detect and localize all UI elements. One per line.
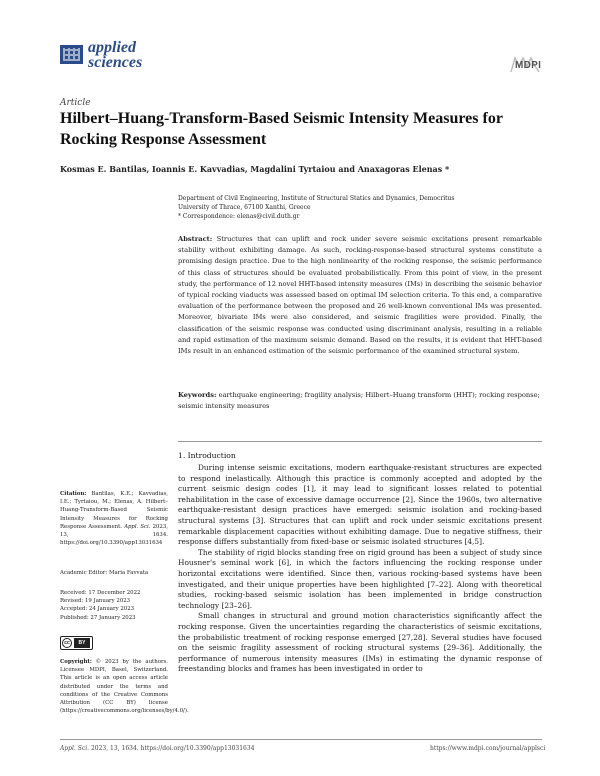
article-type: Article xyxy=(60,98,91,108)
published-date: Published: 27 January 2023 xyxy=(60,614,136,621)
publisher-name[interactable]: MDPI xyxy=(515,60,542,71)
footer-doi-link[interactable]: 2023, 13, 1634. https://doi.org/10.3390/app13031634 xyxy=(90,745,255,752)
received-date: Received: 17 December 2022 xyxy=(60,590,141,596)
paragraph: The stability of rigid blocks standing free on rigid ground has been a subject of study since Housner's seminal work [6], in which the factors influencing the rocking response under horizontal excitations were identified. Since then, various rocking-based systems have been investigated, and their unique properties have been highlighted [7–22]. Along with theoretical studies, rocking-based seismic isolation has been implemented in bridge construction technology [23–26]. xyxy=(178,547,542,610)
copyright-block xyxy=(60,658,189,715)
journal-name-line2: sciences xyxy=(88,54,143,71)
citation-journal: Appl. Sci. xyxy=(124,523,151,530)
footer-citation xyxy=(60,745,255,752)
journal-name-line1: applied xyxy=(88,39,136,56)
by-icon: BY xyxy=(74,638,90,648)
accepted-date: Accepted: 24 January 2023 xyxy=(60,606,135,613)
paragraph: During intense seismic excitations, modern earthquake-resistant structures are expected to respond inelastically. Although this practice is commonly accepted and adopted by the current seismic design codes [1], it may lead to significant losses related to potential rehabilitation in the case of excessive damage occurrence [2]. Since the 1960s, two alternative earthquake-resistant design practices have emerged: seismic isolation and rocking-based structural systems [3]. Structures that can uplift and rock under seismic excitations present remarkable displacement capacities without exhibiting damage. Due to negative stiffness, their response differs substantially from fixed-base or seismic isolated structures [4,5]. xyxy=(178,463,542,547)
abstract xyxy=(178,234,542,357)
abstract-text: Structures that can uplift and rock under severe seismic excitations present remarkable stability without exhibiting damage. As such, rocking-response-based structural systems constitute a promising design practice. Due to the high nonlinearity of the rocking response, the seismic performance of this class of structures should be evaluated probabilistically. From this point of view, in the present study, the performance of 12 novel HHT-based intensity measures (IMs) in describing the seismic behavior of typical rocking viaducts was assessed based on optimal IM selection criteria. To this end, a comparative evaluation of the performance between the proposed and 26 well-known conventional IMs was presented. Moreover, bivariate IMs were also considered, and seismic fragilities were provided. Finally, the classification of the seismic response was conducted using discriminant analysis, resulting in a reliable and rapid estimation of the maximum seismic demand. Based on the results, it is evident that HHT-based IMs result in an enhanced estimation of the seismic performance of the examined structural system. xyxy=(178,235,542,356)
article-title: Hilbert–Huang-Transform-Based Seismic Intensity Measures for Rocking Response Assessment xyxy=(60,110,503,148)
publication-dates xyxy=(60,589,168,622)
cc-by-license-icon[interactable] xyxy=(60,636,93,650)
citation-doi-link[interactable]: 2023, 13, 1634. https://doi.org/10.3390/app13031634 xyxy=(60,523,168,547)
journal-logo-icon xyxy=(60,45,83,64)
affiliation-line: University of Thrace, 67100 Xanthi, Greece xyxy=(178,204,311,211)
paragraph: Small changes in structural and ground motion characteristics significantly affect the rocking response. Given the uncertainties regarding the characteristics of seismic excitations, the probabilistic treatment of rocking response emerged [27,28]. Several studies have focused on the seismic fragility assessment of rocking structural systems [29–36]. Additionally, the performance of numerous intensity measures (IMs) in estimating the dynamic response of freestanding blocks and frames has been investigated in order to xyxy=(178,611,542,674)
body-text xyxy=(178,463,542,675)
copyright-label: Copyright: xyxy=(60,659,92,665)
keywords xyxy=(178,390,542,412)
correspondence-line: * Correspondence: elenas@civil.duth.gr xyxy=(178,213,300,220)
section-title: 1. Introduction xyxy=(178,451,236,460)
journal-name[interactable] xyxy=(88,40,142,70)
author-list: Kosmas E. Bantilas, Ioannis E. Kavvadias, Magdalini Tyrtaiou and Anaxagoras Elenas * xyxy=(60,164,450,174)
academic-editor: Academic Editor: Maria Favvata xyxy=(60,570,149,576)
divider xyxy=(178,441,542,442)
keywords-text: earthquake engineering; fragility analysis; Hilbert–Huang transform (HHT); rocking response; seismic intensity measures xyxy=(178,391,540,411)
copyright-text: © 2023 by the authors. Licensee MDPI, Basel, Switzerland. This article is an open access article distributed under the terms and conditions of the Creative Commons Attribution (CC BY) license (https://creativecommons.org/licenses/by/4.0/). xyxy=(60,659,189,715)
footer-journal: Appl. Sci. xyxy=(60,745,90,752)
citation-label: Citation: xyxy=(60,491,87,497)
citation-block xyxy=(60,490,168,547)
revised-date: Revised: 19 January 2023 xyxy=(60,598,131,605)
keywords-label: Keywords: xyxy=(178,391,217,399)
cc-icon: cc xyxy=(62,638,72,648)
affiliation-line: Department of Civil Engineering, Institute of Structural Statics and Dynamics, Democritus xyxy=(178,195,455,202)
footer-divider xyxy=(60,739,542,740)
citation-text: Bantilas, K.E.; Kavvadias, I.E.; Tyrtaiou, M.; Elenas, A. Hilbert–Huang-Transform-Based Seismic Intensity Measures for Rocking Response Assessment. xyxy=(60,491,168,530)
abstract-label: Abstract: xyxy=(178,235,213,243)
footer-journal-url-link[interactable]: https://www.mdpi.com/journal/applsci xyxy=(430,745,546,752)
